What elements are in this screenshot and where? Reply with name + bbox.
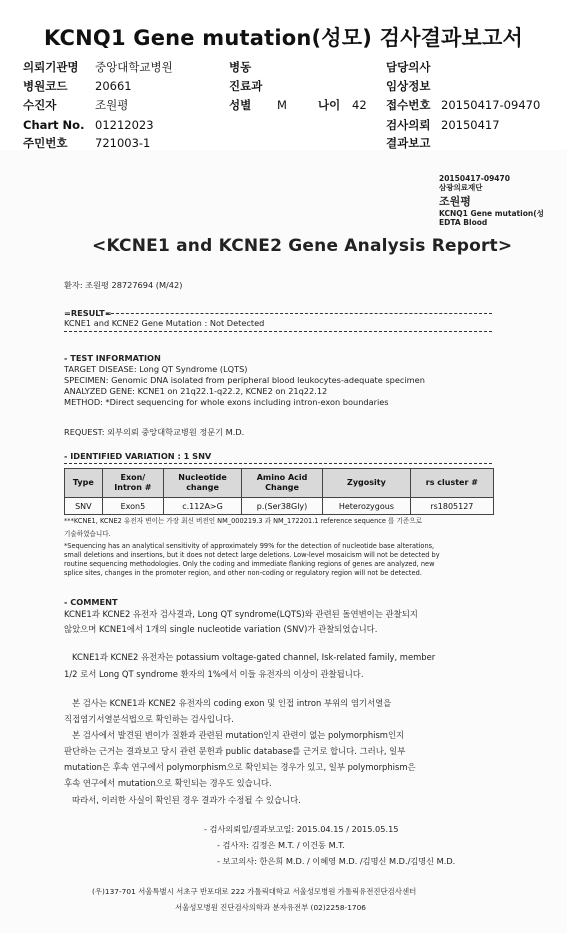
report-title: <KCNE1 and KCNE2 Gene Analysis Report> xyxy=(92,236,513,256)
cell: c.112A>G xyxy=(164,498,242,515)
field-label: 결과보고 xyxy=(386,136,431,150)
stamp-line: EDTA Blood xyxy=(439,218,488,227)
comment-line: KCNE1과 KCNE2 유전자 검사결과, Long QT syndrome(LQTS)와 관련된 돌연변이는 관찰되지 xyxy=(64,609,418,619)
method: METHOD: *Direct sequencing for whole exons including intron-exon boundaries xyxy=(64,397,389,407)
cell: rs1805127 xyxy=(410,498,493,515)
examiner-line: - 검사자: 김정은 M.T. / 이건동 M.T. xyxy=(217,840,345,850)
field-label: 담당의사 xyxy=(386,60,431,74)
comment-line: 따라서, 이러한 사실이 확인된 경우 결과가 수정될 수 있습니다. xyxy=(72,795,301,805)
divider xyxy=(106,313,492,314)
footnote: small deletions and insertions, but it does not detect large deletions. Low-level mosaicism will not be detected by xyxy=(64,551,440,559)
field-label: 병원코드 xyxy=(23,79,68,93)
footnote: ***KCNE1, KCNE2 유전자 변이는 가장 최신 버전인 NM_000219.3 과 NM_172201.1 reference sequence 를 기준으로 xyxy=(64,517,422,525)
field-value: 721003-1 xyxy=(95,136,151,150)
field-value: 42 xyxy=(352,98,367,112)
field-label: 수진자 xyxy=(23,98,57,112)
cell: Exon5 xyxy=(102,498,163,515)
table-header-row xyxy=(65,469,494,498)
field-value: 중앙대학교병원 xyxy=(95,60,173,74)
scanned-report xyxy=(0,150,567,933)
col-header: rs cluster # xyxy=(410,469,493,498)
footer-address: (우)137-701 서울특별시 서초구 반포대로 222 가톨릭대학교 서울성모병원 가톨릭유전진단검사센터 xyxy=(92,887,417,896)
stamp-line: 20150417-09470 xyxy=(439,174,510,183)
analyzed-gene: ANALYZED GENE: KCNE1 on 21q22.1-q22.2, KCNE2 on 21q22.12 xyxy=(64,386,328,396)
stamp-line: KCNQ1 Gene mutation(성 xyxy=(439,209,544,218)
comment-line: 않았으며 KCNE1에서 1개의 single nucleotide variation (SNV)가 관찰되었습니다. xyxy=(64,624,378,634)
request: REQUEST: 외부의뢰 중앙대학교병원 정문기 M.D. xyxy=(64,427,245,437)
comment-line: 직접염기서열분석법으로 확인하는 검사입니다. xyxy=(64,714,234,724)
specimen: SPECIMEN: Genomic DNA isolated from peripheral blood leukocytes-adequate specimen xyxy=(64,375,425,385)
field-label: 진료과 xyxy=(229,79,263,93)
cell: p.(Ser38Gly) xyxy=(242,498,323,515)
header-row-1 xyxy=(23,60,79,74)
field-label: 나이 xyxy=(318,98,341,112)
col-header: Amino Acid Change xyxy=(242,469,323,498)
footnote: 기술하였습니다. xyxy=(64,530,111,538)
report-header-title: KCNQ1 Gene mutation(성모) 검사결과보고서 xyxy=(43,26,523,50)
field-label: 검사의뢰 xyxy=(386,118,431,132)
divider xyxy=(64,463,492,464)
field-label: Chart No. xyxy=(23,118,85,132)
reporter-line: - 보고의사: 한은희 M.D. / 이혜영 M.D. /김명신 M.D./김명신 M.D. xyxy=(217,856,456,866)
col-header: Zygosity xyxy=(323,469,411,498)
comment-line: 1/2 로서 Long QT syndrome 환자의 1%에서 이들 유전자의 이상이 관찰됩니다. xyxy=(64,669,364,679)
field-label: 임상정보 xyxy=(386,79,431,93)
table-row xyxy=(65,498,494,515)
variation-table xyxy=(64,468,494,515)
result-text: KCNE1 and KCNE2 Gene Mutation : Not Detected xyxy=(64,318,265,328)
field-value: 조원평 xyxy=(95,98,129,112)
field-value: M xyxy=(277,98,287,112)
footnote: splice sites, changes in the promoter region, and other non-coding or regulatory region will not be detected. xyxy=(64,569,422,577)
cell: Heterozygous xyxy=(323,498,411,515)
footer-contact: 서울성모병원 진단검사의학과 분자유전부 (02)2258-1706 xyxy=(175,903,367,912)
comment-line: 후속 연구에서 mutation으로 확인되는 경우도 있습니다. xyxy=(64,778,272,788)
col-header: Type xyxy=(65,469,103,498)
field-value: 20661 xyxy=(95,79,132,93)
field-value: 20150417-09470 xyxy=(441,98,541,112)
field-label: 접수번호 xyxy=(386,98,431,112)
col-header: Nucleotide change xyxy=(164,469,242,498)
result-label: =RESULT= xyxy=(64,308,112,318)
footnote: routine sequencing methodologies. Only the coding and immediate flanking regions of genes are analyzed, new xyxy=(64,560,435,568)
cell: SNV xyxy=(65,498,103,515)
identified-heading: - IDENTIFIED VARIATION : 1 SNV xyxy=(64,451,212,461)
comment-line: 판단하는 근거는 결과보고 당시 관련 문헌과 public database를 근거로 합니다. 그러나, 일부 xyxy=(64,746,406,756)
test-info-heading: - TEST INFORMATION xyxy=(64,353,161,363)
divider xyxy=(64,331,492,332)
comment-line: 본 검사에서 발견된 변이가 질환과 관련된 mutation인지 관련이 없는 polymorphism인지 xyxy=(72,730,405,740)
target-disease: TARGET DISEASE: Long QT Syndrome (LQTS) xyxy=(64,364,248,374)
stamp-name: 조원평 xyxy=(439,195,471,208)
comment-line: 본 검사는 KCNE1과 KCNE2 유전자의 coding exon 및 인접 intron 부위의 염기서열을 xyxy=(72,698,392,708)
comment-line: KCNE1과 KCNE2 유전자는 potassium voltage-gated channel, Isk-related family, member xyxy=(72,652,436,662)
comment-heading: - COMMENT xyxy=(64,597,118,607)
field-label: 병동 xyxy=(229,60,252,74)
field-value: 01212023 xyxy=(95,118,154,132)
field-label: 주민번호 xyxy=(23,136,68,150)
patient-line: 환자: 조원평 28727694 (M/42) xyxy=(64,280,183,290)
dates-line: - 검사의뢰일/결과보고일: 2015.04.15 / 2015.05.15 xyxy=(204,824,399,834)
comment-line: mutation은 후속 연구에서 polymorphism으로 확인되는 경우가 있고, 일부 polymorphism은 xyxy=(64,762,416,772)
field-value: 20150417 xyxy=(441,118,500,132)
field-label: 성별 xyxy=(229,98,252,112)
field-label: 의뢰기관명 xyxy=(23,60,79,74)
stamp-line: 삼광의료재단 xyxy=(439,183,483,192)
footnote: *Sequencing has an analytical sensitivity of approximately 99% for the detection of nucleotide base alterations, xyxy=(64,542,435,550)
col-header: Exon/ Intron # xyxy=(102,469,163,498)
